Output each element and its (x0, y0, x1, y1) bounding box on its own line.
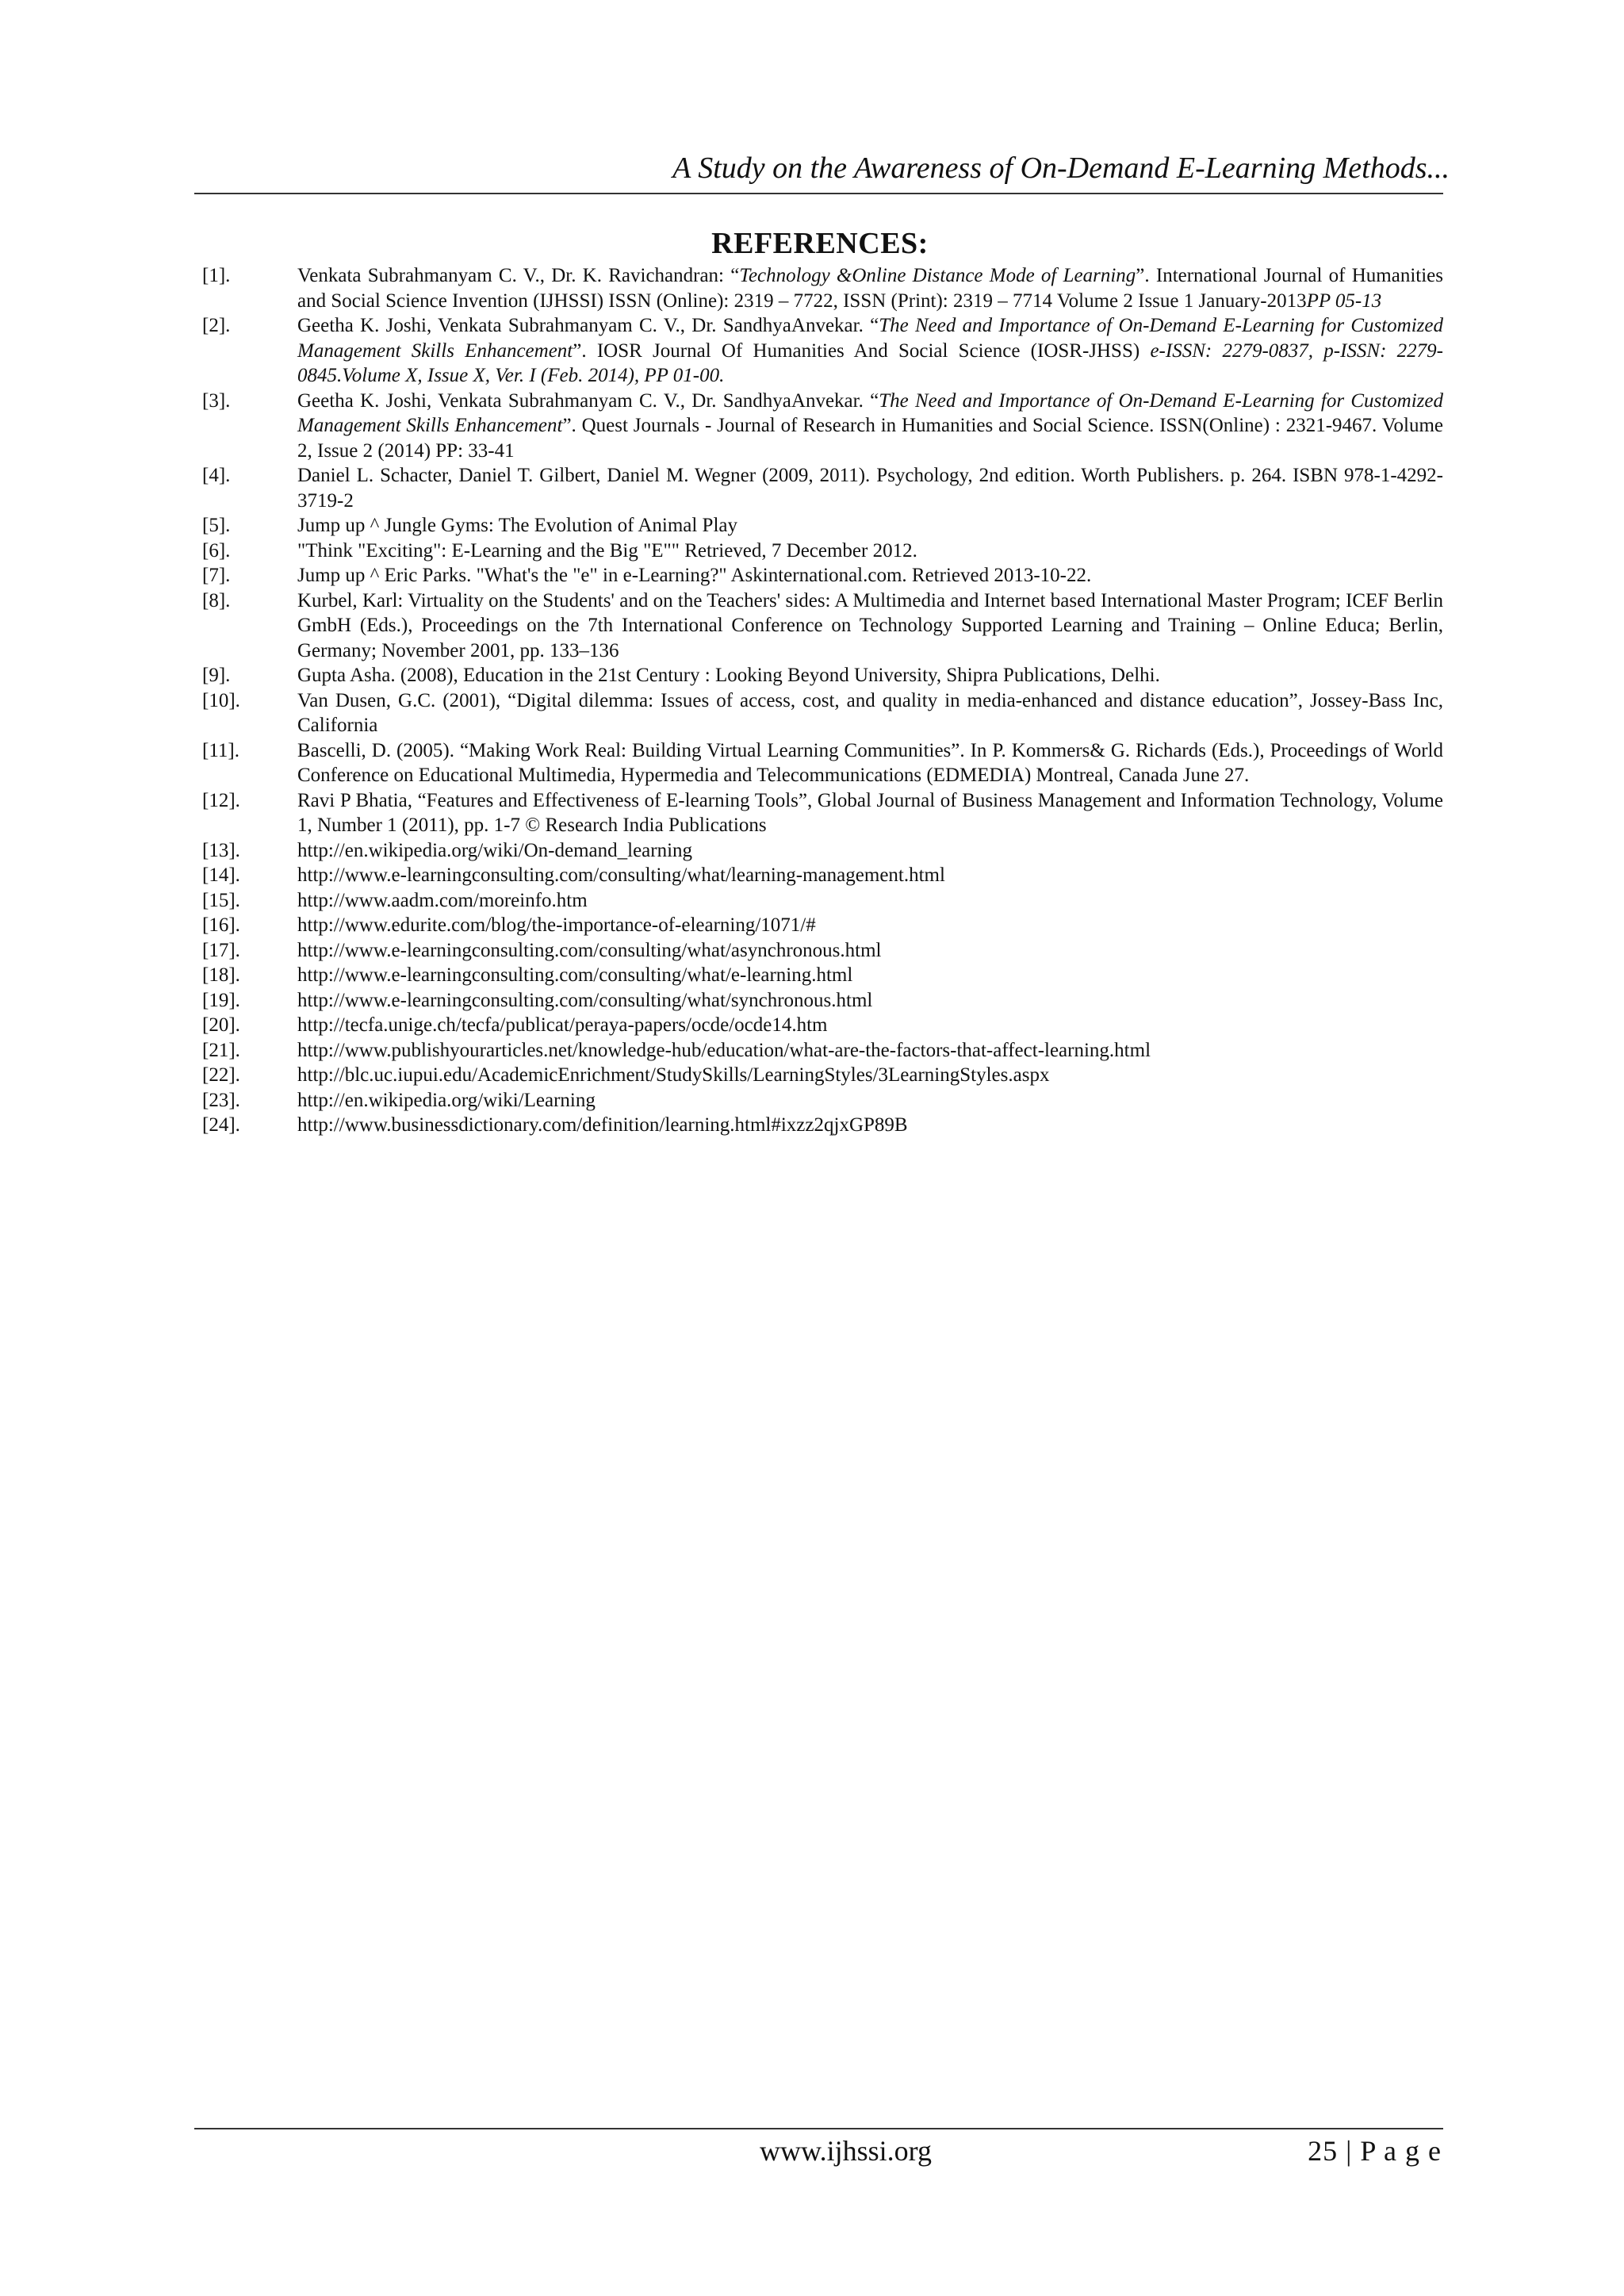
reference-item-20 (202, 1013, 1443, 1038)
reference-number: [4]. (202, 465, 231, 486)
reference-number: [22]. (202, 1064, 240, 1086)
reference-list (202, 263, 1443, 1138)
reference-text: Kurbel, Karl: Virtuality on the Students' and on the Teachers' sides: A Multimedia and Internet based International Master Program; ICEF Berlin GmbH (Eds.), Proceedings on the 7th International Conference on Technology Supported Learning and Training – Online Educa; Berlin, Germany; November 2001, pp. 133–136 (297, 589, 1443, 661)
reference-number: [10]. (202, 689, 240, 711)
running-header-title: A Study on the Awareness of On-Demand E-Learning Methods... (672, 151, 1450, 185)
reference-text: Bascelli, D. (2005). “Making Work Real: Building Virtual Learning Communities”. In P. Kommers& G. Richards (Eds.), Proceedings of World Conference on Educational Multimedia, Hypermedia and Telecommunications (EDMEDIA) Montreal, Canada June 27. (297, 739, 1443, 786)
reference-number: [18]. (202, 964, 240, 986)
reference-item-21 (202, 1038, 1443, 1064)
reference-link[interactable]: http://www.e-learningconsulting.com/consulting/what/e-learning.html (297, 964, 853, 986)
reference-number: [1]. (202, 265, 231, 286)
reference-number: [19]. (202, 989, 240, 1011)
reference-link[interactable]: http://www.e-learningconsulting.com/consulting/what/asynchronous.html (297, 939, 882, 961)
reference-number: [12]. (202, 789, 240, 811)
reference-link[interactable]: http://www.e-learningconsulting.com/consulting/what/synchronous.html (297, 989, 873, 1011)
reference-item-24 (202, 1113, 1443, 1138)
reference-number: [15]. (202, 889, 240, 911)
reference-link[interactable]: http://www.businessdictionary.com/definition/learning.html#ixzz2qjxGP89B (297, 1114, 908, 1136)
reference-item-14 (202, 863, 1443, 888)
reference-text: Geetha K. Joshi, Venkata Subrahmanyam C. V., Dr. SandhyaAnvekar. “The Need and Importance of On-Demand E-Learning for Customized Management Skills Enhancement”. Quest Journals - Journal of Research in Humanities and Social Science. ISSN(Online) : 2321-9467. Volume 2, Issue 2 (2014) PP: 33-41 (297, 389, 1443, 462)
reference-text: Venkata Subrahmanyam C. V., Dr. K. Ravichandran: “Technology &Online Distance Mode of Learning”. International Journal of Humanities and Social Science Invention (IJHSSI) ISSN (Online): 2319 – 7722, ISSN (Print): 2319 – 7714 Volume 2 Issue 1 January-2013PP 05-13 (297, 265, 1443, 312)
reference-item-10 (202, 688, 1443, 738)
footer-website: www.ijhssi.org (760, 2135, 933, 2167)
reference-text: Geetha K. Joshi, Venkata Subrahmanyam C. V., Dr. SandhyaAnvekar. “The Need and Importance of On-Demand E-Learning for Customized Management Skills Enhancement”. IOSR Journal Of Humanities And Social Science (IOSR-JHSS) e-ISSN: 2279-0837, p-ISSN: 2279-0845.Volume X, Issue X, Ver. I (Feb. 2014), PP 01-00. (297, 315, 1443, 386)
reference-number: [24]. (202, 1114, 240, 1136)
footer-page-number: 25 | P a g e (1308, 2135, 1442, 2167)
reference-number: [17]. (202, 939, 240, 961)
reference-link[interactable]: http://blc.uc.iupui.edu/AcademicEnrichment/StudySkills/LearningStyles/3LearningStyles.aspx (297, 1064, 1050, 1086)
reference-item-7 (202, 563, 1443, 588)
reference-item-8 (202, 588, 1443, 664)
reference-item-15 (202, 888, 1443, 914)
reference-item-12 (202, 788, 1443, 838)
reference-text: Van Dusen, G.C. (2001), “Digital dilemma: Issues of access, cost, and quality in media-enhanced and distance education”, Jossey-Bass Inc, California (297, 689, 1443, 736)
reference-number: [3]. (202, 389, 231, 412)
reference-item-2 (202, 313, 1443, 389)
reference-text: Jump up ^ Eric Parks. "What's the "e" in e-Learning?" Askinternational.com. Retrieved 2013-10-22. (297, 565, 1092, 586)
reference-number: [7]. (202, 565, 231, 586)
reference-text: "Think "Exciting": E-Learning and the Big "E"" Retrieved, 7 December 2012. (297, 539, 917, 562)
reference-link[interactable]: http://www.aadm.com/moreinfo.htm (297, 889, 588, 911)
reference-number: [13]. (202, 839, 240, 861)
reference-number: [9]. (202, 665, 231, 686)
reference-number: [8]. (202, 589, 231, 611)
reference-item-23 (202, 1088, 1443, 1114)
reference-item-16 (202, 913, 1443, 938)
reference-item-6 (202, 539, 1443, 564)
reference-link[interactable]: http://tecfa.unige.ch/tecfa/publicat/peraya-papers/ocde/ocde14.htm (297, 1014, 828, 1036)
reference-item-5 (202, 513, 1443, 539)
reference-number: [21]. (202, 1039, 240, 1061)
reference-link[interactable]: http://www.edurite.com/blog/the-importance-of-elearning/1071/# (297, 914, 816, 936)
reference-item-13 (202, 838, 1443, 864)
reference-number: [6]. (202, 539, 231, 562)
reference-text: Daniel L. Schacter, Daniel T. Gilbert, Daniel M. Wegner (2009, 2011). Psychology, 2nd edition. Worth Publishers. p. 264. ISBN 978-1-4292-3719-2 (297, 465, 1443, 512)
reference-link[interactable]: http://en.wikipedia.org/wiki/Learning (297, 1089, 596, 1111)
reference-text: Jump up ^ Jungle Gyms: The Evolution of Animal Play (297, 515, 738, 536)
reference-item-4 (202, 463, 1443, 513)
reference-item-1 (202, 263, 1443, 313)
reference-number: [2]. (202, 315, 231, 336)
reference-number: [5]. (202, 515, 231, 536)
reference-item-19 (202, 988, 1443, 1014)
reference-number: [16]. (202, 914, 240, 936)
reference-link[interactable]: http://www.publishyourarticles.net/knowledge-hub/education/what-are-the-factors-that-affect-learning.html (297, 1039, 1151, 1061)
reference-link[interactable]: http://www.e-learningconsulting.com/consulting/what/learning-management.html (297, 864, 945, 886)
reference-number: [11]. (202, 739, 239, 761)
reference-item-22 (202, 1063, 1443, 1088)
footer-rule (194, 2128, 1443, 2129)
reference-item-11 (202, 738, 1443, 788)
reference-text: Ravi P Bhatia, “Features and Effectiveness of E-learning Tools”, Global Journal of Business Management and Information Technology, Volume 1, Number 1 (2011), pp. 1-7 © Research India Publications (297, 789, 1443, 836)
reference-link[interactable]: http://en.wikipedia.org/wiki/On-demand_learning (297, 839, 693, 861)
reference-item-9 (202, 663, 1443, 688)
reference-number: [14]. (202, 864, 240, 886)
reference-item-18 (202, 963, 1443, 988)
references-heading: REFERENCES: (711, 227, 929, 260)
reference-item-3 (202, 389, 1443, 464)
header-rule (194, 193, 1443, 194)
reference-item-17 (202, 938, 1443, 964)
reference-text: Gupta Asha. (2008), Education in the 21st Century : Looking Beyond University, Shipra Publications, Delhi. (297, 665, 1160, 686)
reference-number: [20]. (202, 1014, 240, 1036)
reference-number: [23]. (202, 1089, 240, 1111)
